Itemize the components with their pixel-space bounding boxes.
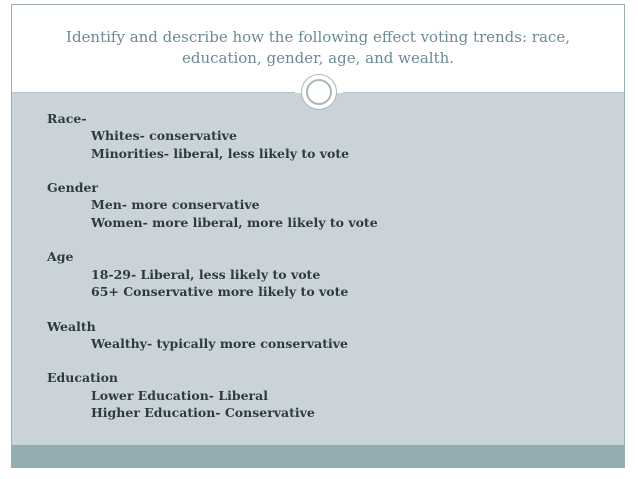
section-age xyxy=(47,248,378,300)
section-item: Wealthy- typically more conservative xyxy=(91,335,349,351)
slide xyxy=(11,4,625,468)
slide-title xyxy=(12,27,624,69)
section-gender xyxy=(47,179,378,231)
footer-bar xyxy=(12,445,624,468)
section-item: 65+ Conservative more likely to vote xyxy=(91,283,349,299)
title-line-1: Identify and describe how the following effect voting trends: race, xyxy=(66,28,570,46)
section-heading: Wealth xyxy=(47,318,96,334)
section-race xyxy=(47,110,378,162)
section-item: Lower Education- Liberal xyxy=(91,387,268,403)
section-item: Women- more liberal, more likely to vote xyxy=(91,214,378,230)
section-heading: Age xyxy=(47,249,74,265)
section-item: Higher Education- Conservative xyxy=(91,405,315,421)
section-heading: Race- xyxy=(47,111,87,126)
section-heading: Gender xyxy=(47,180,98,196)
section-item: Whites- conservative xyxy=(91,128,237,144)
section-item: Men- more conservative xyxy=(91,197,260,213)
section-item: Minorities- liberal, less likely to vote xyxy=(91,145,350,161)
divider-circle-inner xyxy=(306,79,332,105)
section-education xyxy=(47,369,378,421)
title-line-2: education, gender, age, and wealth. xyxy=(181,49,455,67)
divider-circle-ornament xyxy=(301,74,337,110)
divider-line-right xyxy=(343,92,625,93)
section-wealth xyxy=(47,318,378,353)
section-heading: Education xyxy=(47,370,119,386)
slide-content xyxy=(47,110,378,439)
section-item: 18-29- Liberal, less likely to vote xyxy=(91,266,321,282)
divider-line-left xyxy=(12,92,295,93)
